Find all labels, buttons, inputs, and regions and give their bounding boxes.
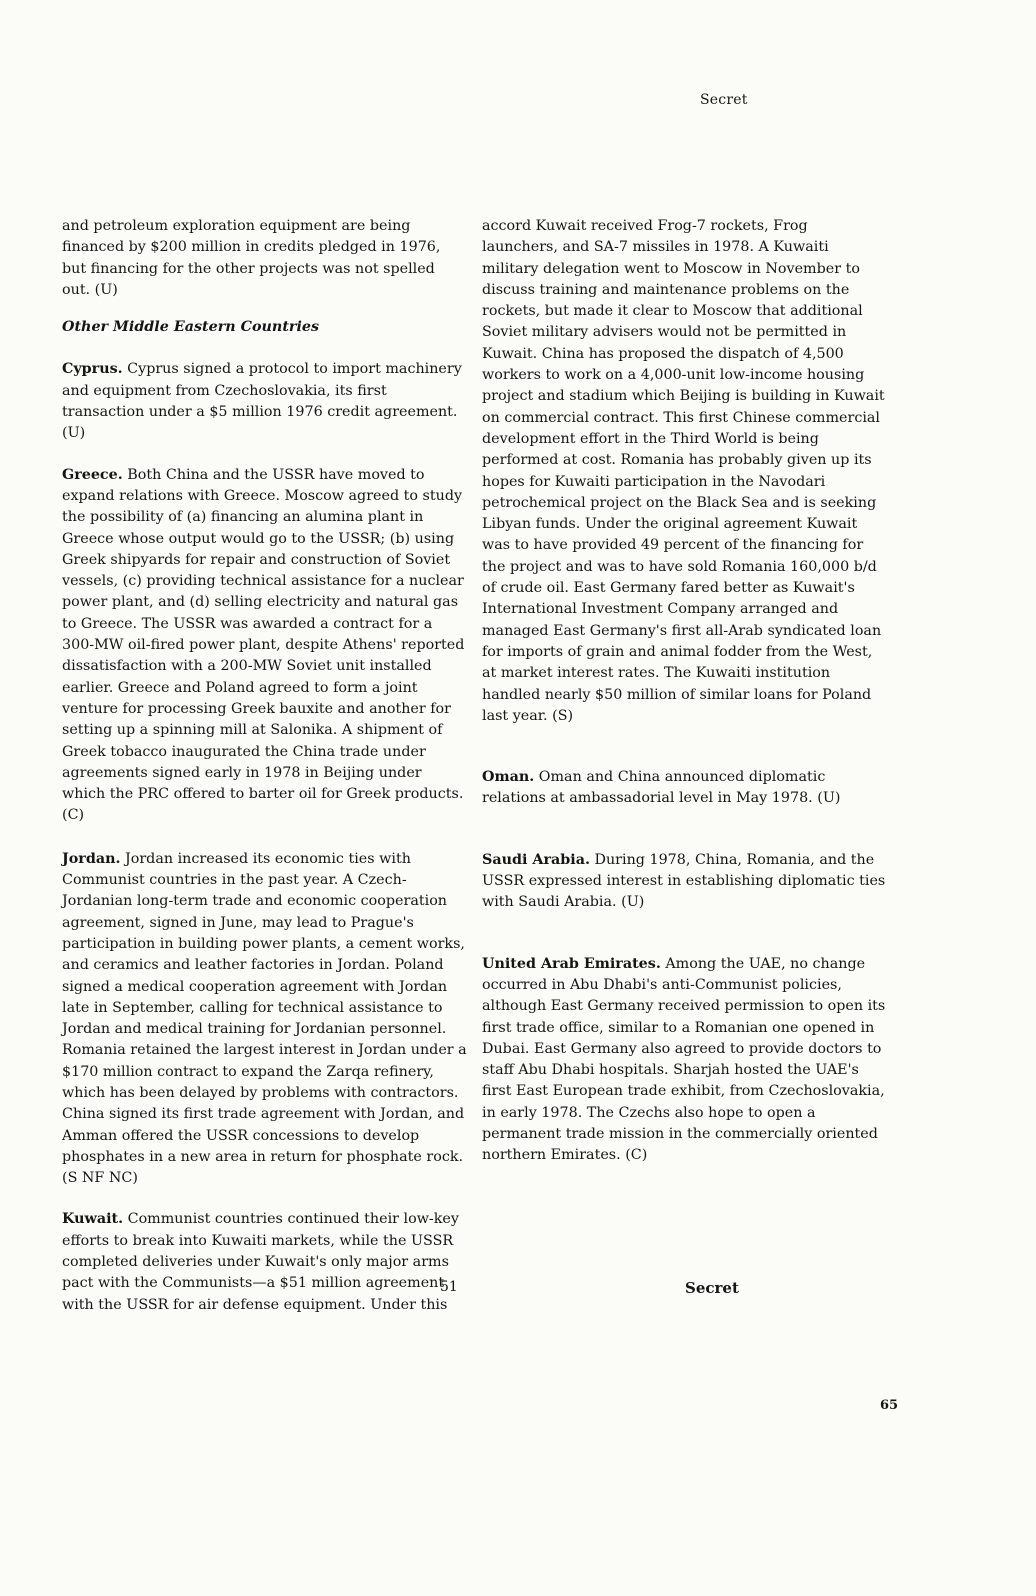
entry-text: Oman and China announced diplomatic relations at ambassadorial level in May 1978. (U) (482, 769, 841, 807)
entry-oman (482, 767, 887, 810)
entry-greece (62, 465, 467, 827)
entry-lead: Saudi Arabia. (482, 851, 590, 868)
entry-kuwait (62, 1209, 467, 1315)
entry-text: Both China and the USSR have moved to expand relations with Greece. Moscow agreed to study the possibility of (a) financing an alumina plant in Greece whose output would go to the USSR; (b) using Greek shipyards for repair and construction of Soviet vessels, (c) providing technical assistance for a nuclear power plant, and (d) selling electricity and natural gas to Greece. The USSR was awarded a contract for a 300-MW oil-fired power plant, despite Athens' reported dissatisfaction with a 200-MW Soviet unit installed earlier. Greece and Poland agreed to form a joint venture for processing Greek bauxite and another for setting up a spinning mill at Salonika. A shipment of Greek tobacco inaugurated the China trade under agreements signed early in 1978 in Beijing under which the PRC offered to barter oil for Greek products. (C) (62, 466, 465, 824)
entry-lead: Kuwait. (62, 1211, 124, 1228)
entry-text: Jordan increased its economic ties with Communist countries in the past year. A Czech-Jordanian long-term trade and economic cooperation agreement, signed in June, may lead to Prague's participation in building power plants, a cement works, and ceramics and leather factories in Jordan. Poland signed a medical cooperation agreement with Jordan late in September, calling for technical assistance to Jordan and medical training for Jordanian personnel. Romania retained the largest interest in Jordan under a $170 million contract to expand the Zarqa refinery, which has been delayed by problems with contractors. China signed its first trade agreement with Jordan, and Amman offered the USSR concessions to develop phosphates in a new area in return for phosphate rock. (S NF NC) (62, 850, 467, 1187)
section-heading: Other Middle Eastern Countries (62, 319, 320, 336)
entry-uae (482, 954, 887, 1167)
entry-cyprus (62, 359, 467, 444)
entry-text: Among the UAE, no change occurred in Abu Dhabi's anti-Communist policies, although East Germany received permission to open its first trade office, similar to a Romanian one opened in Dubai. East Germany also agreed to provide doctors to staff Abu Dhabi hospitals. Sharjah hosted the UAE's first East European trade exhibit, from Czechoslovakia, in early 1978. The Czechs also hope to open a permanent trade mission in the commercially oriented northern Emirates. (C) (482, 955, 886, 1164)
entry-lead: Jordan. (62, 850, 121, 867)
entry-jordan (62, 849, 467, 1190)
footer-classification: Secret (685, 1279, 739, 1297)
entry-lead: Greece. (62, 466, 123, 483)
document-page-number: 65 (880, 1398, 899, 1413)
entry-text: During 1978, China, Romania, and the USSR expressed interest in establishing diplomatic ties with Saudi Arabia. (U) (482, 851, 886, 911)
entry-lead: Oman. (482, 769, 535, 786)
left-column (62, 216, 467, 1316)
entry-text: Cyprus signed a protocol to import machinery and equipment from Czechoslovakia, its first transaction under a $5 million 1976 credit agreement. (U) (62, 361, 462, 442)
header-classification: Secret (700, 92, 748, 108)
continuation-paragraph: accord Kuwait received Frog-7 rockets, Frog launchers, and SA-7 missiles in 1978. A Kuwaiti military delegation went to Moscow in November to discuss training and maintenance problems on the rockets, but made it clear to Moscow that additional Soviet military advisers would not be permitted in Kuwait. China has proposed the dispatch of 4,500 workers to work on a 4,000-unit low-income housing project and stadium which Beijing is building in Kuwait on commercial contract. This first Chinese commercial development effort in the Third World is being performed at cost. Romania has probably given up its hopes for Kuwaiti participation in the Navodari petrochemical project on the Black Sea and is seeking Libyan funds. Under the original agreement Kuwait was to have provided 49 percent of the financing for the project and was to have sold Romania 160,000 b/d of crude oil. East Germany fared better as Kuwait's International Investment Company arranged and managed East Germany's first all-Arab syndicated loan for imports of grain and animal fodder from the West, at market interest rates. The Kuwaiti institution handled nearly $50 million of similar loans for Poland last year. (S) (482, 218, 885, 724)
entry-lead: Cyprus. (62, 361, 123, 378)
continuation-paragraph: and petroleum exploration equipment are being financed by $200 million in credits pledged in 1976, but financing for the other projects was not spelled out. (U) (62, 218, 441, 298)
entry-lead: United Arab Emirates. (482, 955, 661, 972)
entry-text: Communist countries continued their low-key efforts to break into Kuwaiti markets, while the USSR completed deliveries under Kuwait's only major arms pact with the Communists—a $51 million agreement with the USSR for air defense equipment. Under this (62, 1211, 459, 1313)
page-number: 51 (440, 1279, 458, 1295)
right-column (482, 216, 887, 1167)
entry-saudi-arabia (482, 850, 887, 914)
